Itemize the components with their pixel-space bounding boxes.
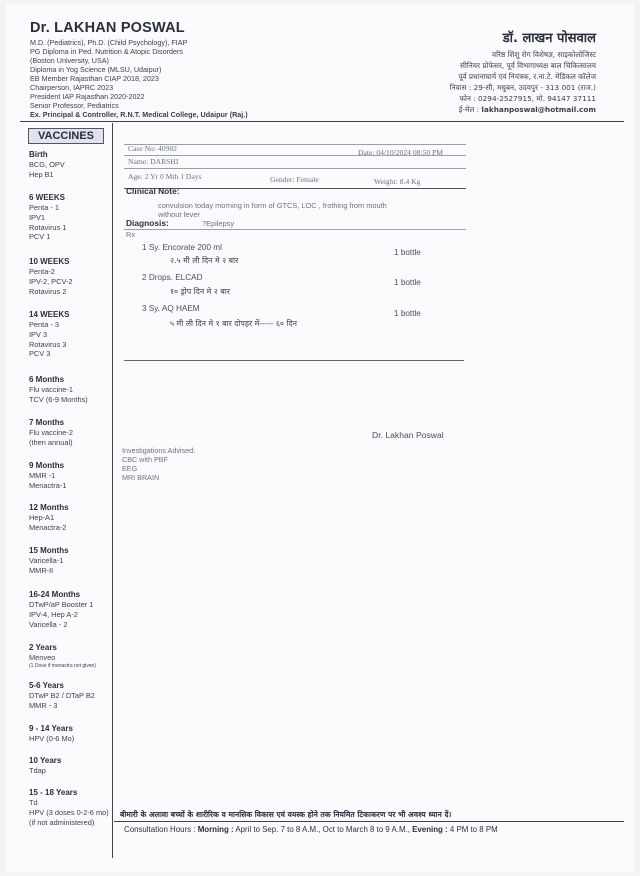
vaccine-group-title: 15 - 18 Years bbox=[29, 788, 78, 797]
doctor-name-hindi: डॉ. लाखन पोसवाल bbox=[502, 31, 596, 46]
vaccine-group-title: 12 Months bbox=[29, 503, 69, 512]
diagnosis-label: Diagnosis: bbox=[126, 218, 169, 228]
vaccines-title: VACCINES bbox=[28, 128, 104, 144]
medicine-name: 3 Sy. AQ HAEM bbox=[142, 304, 200, 313]
patient-gender: Gender: Female bbox=[270, 175, 319, 184]
patient-age: Age: 2 Yr 0 Mth 1 Days bbox=[128, 172, 202, 181]
hindi-line: निवास : 29-सी, मधुबन, उदयपुर - 313 001 (राज.) bbox=[449, 83, 596, 92]
vaccine-group bbox=[29, 590, 93, 629]
vaccine-item: Menveo bbox=[29, 653, 56, 662]
vaccine-group-title: 6 WEEKS bbox=[29, 193, 66, 202]
evening-hours: 4 PM to 8 PM bbox=[449, 825, 498, 834]
morning-label: Morning : bbox=[197, 825, 234, 834]
vaccine-group-title: 10 Years bbox=[29, 756, 62, 765]
hindi-line: फोन : 0294-2527915, मो. 94147 37111 bbox=[459, 94, 596, 103]
vaccine-item: IPV1 bbox=[29, 212, 46, 222]
qualification-line: President IAP Rajasthan 2020-2022 bbox=[30, 92, 145, 101]
medicine-dosage: ५ मी ली दिन मे १ बार दोपहर में----- ६० दिन bbox=[170, 319, 297, 328]
vaccine-item: Varicella-1 bbox=[29, 556, 64, 565]
vaccine-group-title: 9 - 14 Years bbox=[29, 724, 73, 733]
header-divider bbox=[20, 121, 624, 122]
vaccine-item: Hep B1 bbox=[29, 169, 54, 179]
email-label: ई-मेल : bbox=[458, 105, 480, 114]
vaccine-group-title: 9 Months bbox=[29, 461, 65, 470]
vaccine-group bbox=[29, 724, 74, 744]
vaccine-item: Tdap bbox=[29, 766, 46, 775]
investigation-item: EEG bbox=[122, 464, 138, 473]
qualification-line: Senior Professor, Pediatrics bbox=[30, 101, 119, 110]
qualification-line: Diploma in Yog Science (MLSU, Udaipur) bbox=[30, 65, 162, 74]
consult-label: Consultation Hours : bbox=[124, 825, 196, 834]
vaccine-group-title: 10 WEEKS bbox=[29, 257, 70, 266]
vaccine-item: Rotavirus 3 bbox=[29, 339, 67, 349]
rule bbox=[124, 168, 466, 169]
medicine-dosage: २.५ मी ली दिन मे २ बार bbox=[170, 256, 239, 265]
vaccine-group-title: 2 Years bbox=[29, 643, 57, 652]
medicine-name: 1 Sy. Encorate 200 ml bbox=[142, 243, 222, 252]
medicine-quantity: 1 bottle bbox=[394, 309, 421, 318]
vaccine-group-title: 7 Months bbox=[29, 418, 65, 427]
clinical-note-text: without fever bbox=[158, 210, 200, 219]
sidebar-divider bbox=[112, 123, 113, 858]
vaccine-group bbox=[29, 193, 66, 242]
patient-weight: Weight: 8.4 Kg bbox=[374, 177, 421, 186]
medicine-dosage: १० ड्रोप दिन मे २ बार bbox=[170, 287, 230, 296]
vaccine-group-title: 14 WEEKS bbox=[29, 310, 70, 319]
vaccine-group bbox=[29, 643, 96, 670]
vaccine-item: Penta-2 bbox=[29, 267, 55, 276]
vaccine-item: MMR -1 bbox=[29, 471, 56, 480]
vaccine-item: TCV (6-9 Months) bbox=[29, 394, 88, 404]
hindi-line: पूर्व प्रधानाचार्य एवं नियंत्रक, र.ना.टे. मेडिकल कॉलेज bbox=[458, 72, 596, 81]
vaccine-group-title: Birth bbox=[29, 150, 48, 159]
evening-label: Evening : bbox=[412, 825, 448, 834]
vaccine-group-title: 16-24 Months bbox=[29, 590, 81, 599]
vaccine-group-title: 5-6 Years bbox=[29, 681, 64, 690]
rule bbox=[124, 360, 464, 361]
email-address: lakhanposwal@hotmail.com bbox=[481, 105, 596, 114]
morning-hours: April to Sep. 7 to 8 A.M., Oct to March 8 to 9 A.M., bbox=[235, 825, 410, 834]
vaccine-item: IPV-2, PCV-2 bbox=[29, 276, 73, 286]
vaccine-group bbox=[29, 150, 65, 180]
vaccine-item: BCG, OPV bbox=[29, 160, 65, 169]
qualification-line: (Boston University, USA) bbox=[30, 56, 109, 65]
vaccine-group bbox=[29, 788, 109, 827]
vaccine-group bbox=[29, 418, 73, 448]
vaccine-item: IPV-4, Hep A-2 bbox=[29, 609, 78, 619]
vaccine-group bbox=[29, 503, 69, 533]
vaccine-group bbox=[29, 257, 73, 296]
growth-advice-note: बीमारी के अलावा बच्चों के शारीरिक व मानसिक विकास एवं वयस्क होने तक नियमित टिकाकरण पर भी अवश्य ध्यान दें। bbox=[120, 810, 452, 819]
vaccine-item: Penta - 3 bbox=[29, 320, 59, 329]
vaccine-item: PCV 1 bbox=[29, 232, 51, 242]
case-number: Case No: 40982 bbox=[128, 144, 177, 153]
vaccine-item: Menactra-2 bbox=[29, 522, 67, 532]
investigation-item: MRI BRAIN bbox=[122, 473, 160, 482]
qualification-line: Ex. Principal & Controller, R.N.T. Medical College, Udaipur (Raj.) bbox=[30, 110, 248, 119]
vaccine-item: IPV 3 bbox=[29, 329, 48, 339]
vaccine-group bbox=[29, 375, 88, 405]
hindi-line: वरिष्ठ शिशु रोग विशेषज्ञ, साइकोलोजिस्ट bbox=[492, 50, 596, 59]
visit-date: Date: 04/10/2024 08:50 PM bbox=[358, 148, 444, 157]
vaccine-item: Penta - 1 bbox=[29, 203, 59, 212]
vaccine-item: Td bbox=[29, 798, 38, 807]
vaccine-item: DTwP/aP Booster 1 bbox=[29, 600, 94, 609]
vaccine-item: Hep-A1 bbox=[29, 513, 55, 522]
vaccine-item: (1 Dose if menactra not given) bbox=[29, 662, 96, 669]
qualification-line: M.D. (Pediatrics), Ph.D. (Child Psychology), FIAP bbox=[30, 38, 188, 47]
qualification-line: EB Member Rajasthan CIAP 2018, 2023 bbox=[30, 74, 159, 83]
rule bbox=[124, 229, 466, 230]
vaccine-item: Rotavirus 2 bbox=[29, 286, 67, 296]
medicine-quantity: 1 bottle bbox=[394, 248, 421, 257]
consultation-hours bbox=[124, 825, 498, 834]
vaccine-group bbox=[29, 756, 61, 776]
qualification-line: Chairperson, IAPRC 2023 bbox=[30, 83, 114, 92]
vaccine-group bbox=[29, 310, 69, 359]
rule bbox=[124, 155, 466, 156]
investigations-label: Investigations Advised: bbox=[122, 446, 196, 455]
vaccine-group bbox=[29, 681, 95, 711]
vaccine-item: (if not administered) bbox=[29, 817, 95, 827]
doctor-header-hindi bbox=[366, 28, 596, 115]
vaccine-group-title: 15 Months bbox=[29, 546, 69, 555]
vaccine-item: Flu vaccine-1 bbox=[29, 385, 73, 394]
vaccine-item: DTwP B2 / DTaP B2 bbox=[29, 691, 95, 700]
email-line bbox=[366, 104, 596, 115]
vaccine-item: (then annual) bbox=[29, 437, 73, 447]
medicine-quantity: 1 bottle bbox=[394, 278, 421, 287]
investigation-item: CBC with PBF bbox=[122, 455, 168, 464]
vaccine-group bbox=[29, 461, 66, 491]
vaccine-group-title: 6 Months bbox=[29, 375, 65, 384]
medicine-name: 2 Drops. ELCAD bbox=[142, 273, 203, 282]
vaccine-item: HPV (0-6 Mo) bbox=[29, 734, 75, 743]
vaccine-item: HPV (3 doses 0-2-6 mo) bbox=[29, 807, 109, 817]
diagnosis-value: ?Epilepsy bbox=[202, 219, 235, 228]
vaccine-item: MMR - 3 bbox=[29, 700, 58, 710]
doctor-name: Dr. LAKHAN POSWAL bbox=[30, 20, 185, 36]
clinical-note-label: Clinical Note: bbox=[126, 186, 180, 196]
footer-divider bbox=[114, 821, 624, 822]
vaccine-item: Varicella - 2 bbox=[29, 619, 68, 629]
doctor-header-english bbox=[30, 20, 330, 119]
hindi-line: सीनियर प्रोफेसर, पूर्व विभागाध्यक्ष बाल चिकित्सालय bbox=[460, 61, 596, 70]
rx-symbol: Rx bbox=[126, 230, 136, 239]
vaccine-item: MMR-II bbox=[29, 565, 54, 575]
vaccine-group bbox=[29, 546, 69, 576]
doctor-signature: Dr. Lakhan Poswal bbox=[372, 430, 444, 440]
clinical-note-text: convulsion today morning in form of GTCS, LOC , frothing from mouth bbox=[158, 201, 387, 210]
vaccine-item: Rotavirus 1 bbox=[29, 222, 67, 232]
vaccine-item: PCV 3 bbox=[29, 349, 51, 359]
vaccine-item: Flu vaccine-2 bbox=[29, 428, 73, 437]
qualification-line: PG Diploma in Ped. Nutrition & Atopic Disorders bbox=[30, 47, 183, 56]
vaccine-item: Menactra-1 bbox=[29, 480, 67, 490]
patient-name: Name: DARSHI bbox=[128, 157, 179, 166]
